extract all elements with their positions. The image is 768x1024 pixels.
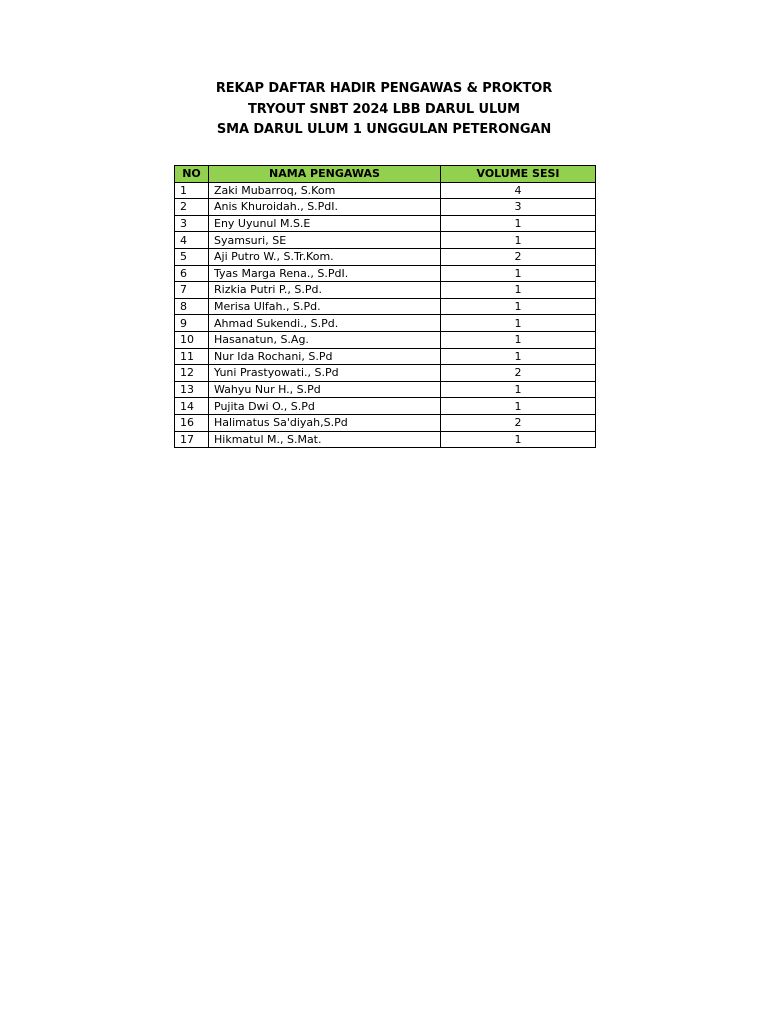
title-line-3: SMA DARUL ULUM 1 UNGGULAN PETERONGAN xyxy=(216,122,552,137)
row-volume: 4 xyxy=(441,182,596,199)
row-name: Aji Putro W., S.Tr.Kom. xyxy=(209,248,441,265)
row-no: 2 xyxy=(175,199,209,216)
table-row xyxy=(175,331,596,348)
row-no: 7 xyxy=(175,282,209,299)
row-name: Anis Khuroidah., S.PdI. xyxy=(209,199,441,216)
row-volume: 1 xyxy=(441,232,596,249)
row-no: 12 xyxy=(175,365,209,382)
row-name: Pujita Dwi O., S.Pd xyxy=(209,398,441,415)
table-header-row xyxy=(175,166,596,183)
row-volume: 1 xyxy=(441,331,596,348)
row-volume: 1 xyxy=(441,398,596,415)
row-no: 9 xyxy=(175,315,209,332)
table-row xyxy=(175,232,596,249)
table-row xyxy=(175,365,596,382)
table-row xyxy=(175,265,596,282)
row-no: 11 xyxy=(175,348,209,365)
row-no: 16 xyxy=(175,414,209,431)
table-row xyxy=(175,182,596,199)
row-volume: 1 xyxy=(441,215,596,232)
row-name: Syamsuri, SE xyxy=(209,232,441,249)
row-volume: 1 xyxy=(441,282,596,299)
row-name: Nur Ida Rochani, S.Pd xyxy=(209,348,441,365)
row-volume: 1 xyxy=(441,298,596,315)
row-name: Tyas Marga Rena., S.PdI. xyxy=(209,265,441,282)
header-name: NAMA PENGAWAS xyxy=(209,166,441,183)
row-no: 17 xyxy=(175,431,209,448)
row-no: 1 xyxy=(175,182,209,199)
row-name: Halimatus Sa'diyah,S.Pd xyxy=(209,414,441,431)
table-row xyxy=(175,248,596,265)
row-no: 5 xyxy=(175,248,209,265)
row-volume: 2 xyxy=(441,414,596,431)
row-name: Hikmatul M., S.Mat. xyxy=(209,431,441,448)
row-no: 10 xyxy=(175,331,209,348)
row-name: Yuni Prastyowati., S.Pd xyxy=(209,365,441,382)
row-name: Merisa Ulfah., S.Pd. xyxy=(209,298,441,315)
table-row xyxy=(175,298,596,315)
table-row xyxy=(175,348,596,365)
row-no: 13 xyxy=(175,381,209,398)
row-no: 6 xyxy=(175,265,209,282)
row-volume: 1 xyxy=(441,381,596,398)
row-volume: 1 xyxy=(441,348,596,365)
title-line-1: REKAP DAFTAR HADIR PENGAWAS & PROKTOR xyxy=(215,81,553,96)
row-name: Hasanatun, S.Ag. xyxy=(209,331,441,348)
row-name: Eny Uyunul M.S.E xyxy=(209,215,441,232)
header-volume: VOLUME SESI xyxy=(441,166,596,183)
table-row xyxy=(175,199,596,216)
row-volume: 2 xyxy=(441,248,596,265)
row-no: 3 xyxy=(175,215,209,232)
row-name: Ahmad Sukendi., S.Pd. xyxy=(209,315,441,332)
row-no: 8 xyxy=(175,298,209,315)
row-name: Rizkia Putri P., S.Pd. xyxy=(209,282,441,299)
title-line-2: TRYOUT SNBT 2024 LBB DARUL ULUM xyxy=(248,101,520,117)
row-volume: 3 xyxy=(441,199,596,216)
row-volume: 1 xyxy=(441,431,596,448)
table-row xyxy=(175,431,596,448)
table-row xyxy=(175,215,596,232)
table-row xyxy=(175,315,596,332)
row-name: Zaki Mubarroq, S.Kom xyxy=(209,182,441,199)
table-row xyxy=(175,398,596,415)
row-no: 4 xyxy=(175,232,209,249)
row-volume: 1 xyxy=(441,265,596,282)
recap-table xyxy=(174,165,596,448)
document-title xyxy=(0,79,768,141)
header-no: NO xyxy=(175,166,209,183)
row-name: Wahyu Nur H., S.Pd xyxy=(209,381,441,398)
table-row xyxy=(175,381,596,398)
table-row xyxy=(175,414,596,431)
row-volume: 1 xyxy=(441,315,596,332)
row-no: 14 xyxy=(175,398,209,415)
table-row xyxy=(175,282,596,299)
row-volume: 2 xyxy=(441,365,596,382)
table-body xyxy=(175,182,596,448)
